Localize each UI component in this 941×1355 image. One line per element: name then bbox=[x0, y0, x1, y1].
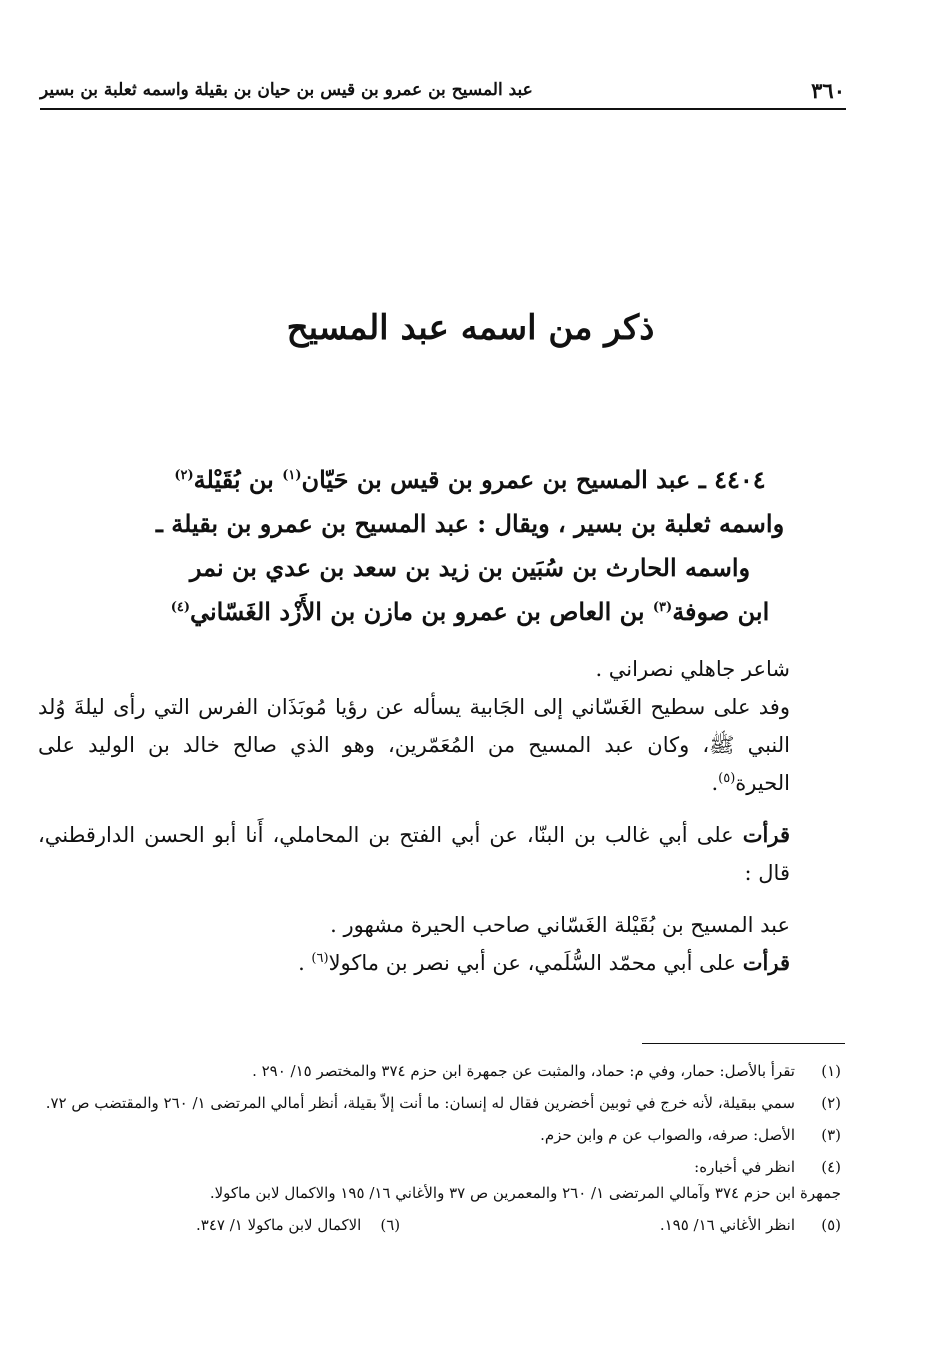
paragraph-2-end: . bbox=[711, 771, 719, 795]
footnote-2 bbox=[36, 1090, 841, 1116]
footnote-text: انظر في أخباره: bbox=[694, 1158, 795, 1176]
footnote-text: سمي ببقيلة، لأنه خرج في ثوبين أخضرين فقال له إنسان: ما أنت إلاّ بقيلة، أنظر أمالي المرتضى ١/ ٢٦٠ والمقتضب ص ٧٢. bbox=[45, 1094, 795, 1112]
header-rule bbox=[40, 108, 846, 110]
footnote-text: تقرأ بالأصل: حمار، وفي م: حماد، والمثبت عن جمهرة ابن حزم ٣٧٤ والمختصر ١٥/ ٢٩٠ . bbox=[252, 1062, 795, 1080]
footnote-4 bbox=[36, 1154, 841, 1206]
footnote-number: (٥) bbox=[821, 1216, 841, 1234]
footnotes bbox=[36, 1058, 841, 1238]
footnote-3 bbox=[36, 1122, 841, 1148]
paragraph-2 bbox=[38, 688, 838, 802]
page-number: ٣٦٠ bbox=[811, 78, 845, 103]
paragraph-3 bbox=[38, 816, 838, 892]
footnote-number: (١) bbox=[821, 1062, 841, 1080]
entry-line-1-a: ٤٤٠٤ ـ عبد المسيح بن عمرو بن قيس بن حَيّان bbox=[301, 465, 766, 494]
footnote-text: انظر الأغاني ١٦/ ١٩٥. bbox=[659, 1216, 795, 1234]
footnote-continuation: جمهرة ابن حزم ٣٧٤ وآمالي المرتضى ١/ ٢٦٠ والمعمرين ص ٣٧ والأغاني ١٦/ ١٩٥ والاكمال لابن ماكولا. bbox=[209, 1184, 841, 1202]
entry-line-1 bbox=[120, 458, 820, 502]
running-title: عبد المسيح بن عمرو بن قيس بن حيان بن بقيلة واسمه ثعلبة بن بسير bbox=[40, 80, 533, 100]
footnote-5 bbox=[421, 1212, 841, 1238]
entry-line-3: واسمه الحارث بن سُبَين بن زيد بن سعد بن عدي بن نمر bbox=[189, 553, 751, 582]
footnote-ref-4: (٤) bbox=[170, 600, 190, 615]
footnote-rule bbox=[642, 1043, 845, 1044]
running-header bbox=[40, 78, 845, 106]
entry-line-4 bbox=[120, 590, 820, 634]
footnote-ref-5: (٥) bbox=[718, 771, 736, 786]
footnote-ref-2: (٢) bbox=[174, 468, 194, 483]
body-text bbox=[38, 650, 838, 982]
entry-line-2: واسمه ثعلبة بن بسير ، ويقال : عبد المسيح بن عمرو بن بقيلة ـ bbox=[155, 509, 785, 538]
paragraph-2-text: وفد على سطيح الغَسّاني إلى الجَابية يسأله عن رؤيا مُوبَذَان الفرس التي رأى ليلةَ وُلد النبي ﷺ، وكان عبد المسيح من المُعَمّرين، وهو الذي صالح خالد بن الوليد على الحيرة bbox=[38, 695, 790, 795]
paragraph-4: عبد المسيح بن بُقَيْلة الغَسّاني صاحب الحيرة مشهور . bbox=[330, 913, 790, 937]
entry-line-1-b: بن بُقَيْلة bbox=[193, 465, 283, 494]
biography-entry-heading bbox=[120, 458, 820, 634]
paragraph-3-text: على أبي غالب بن البنّا، عن أبي الفتح بن المحاملي، أَنا أبو الحسن الدارقطني، قال : bbox=[38, 823, 790, 885]
footnote-number: (٢) bbox=[821, 1094, 841, 1112]
paragraph-3-lead: قرأت bbox=[742, 822, 790, 847]
footnote-text: الأصل: صرفه، والصواب عن م وابن حزم. bbox=[540, 1126, 795, 1144]
paragraph-5-end: . bbox=[298, 951, 312, 975]
paragraph-5 bbox=[38, 944, 838, 982]
footnote-number: (٤) bbox=[821, 1158, 841, 1176]
footnote-row-5-6 bbox=[36, 1212, 841, 1238]
entry-line-4-a: ابن صوفة bbox=[672, 597, 770, 626]
footnote-text: الاكمال لابن ماكولا ١/ ٣٤٧. bbox=[196, 1216, 362, 1234]
entry-line-4-b: بن العاص بن عمرو بن مازن بن الأَزْد الغَسّاني bbox=[190, 597, 653, 626]
footnote-1 bbox=[36, 1058, 841, 1084]
footnote-6 bbox=[196, 1212, 400, 1238]
paragraph-5-text: على أبي محمّد السُّلَمي، عن أبي نصر بن ماكولا bbox=[328, 951, 743, 975]
paragraph-5-lead: قرأت bbox=[742, 950, 790, 975]
footnote-number: (٣) bbox=[821, 1126, 841, 1144]
section-title: ذكر من اسمه عبد المسيح bbox=[286, 308, 655, 348]
paragraph-1: شاعر جاهلي نصراني . bbox=[595, 657, 790, 681]
footnote-ref-3: (٣) bbox=[652, 600, 673, 615]
footnote-number: (٦) bbox=[380, 1216, 401, 1234]
footnote-ref-1: (١) bbox=[282, 468, 302, 483]
footnote-ref-6: (٦) bbox=[311, 951, 329, 966]
